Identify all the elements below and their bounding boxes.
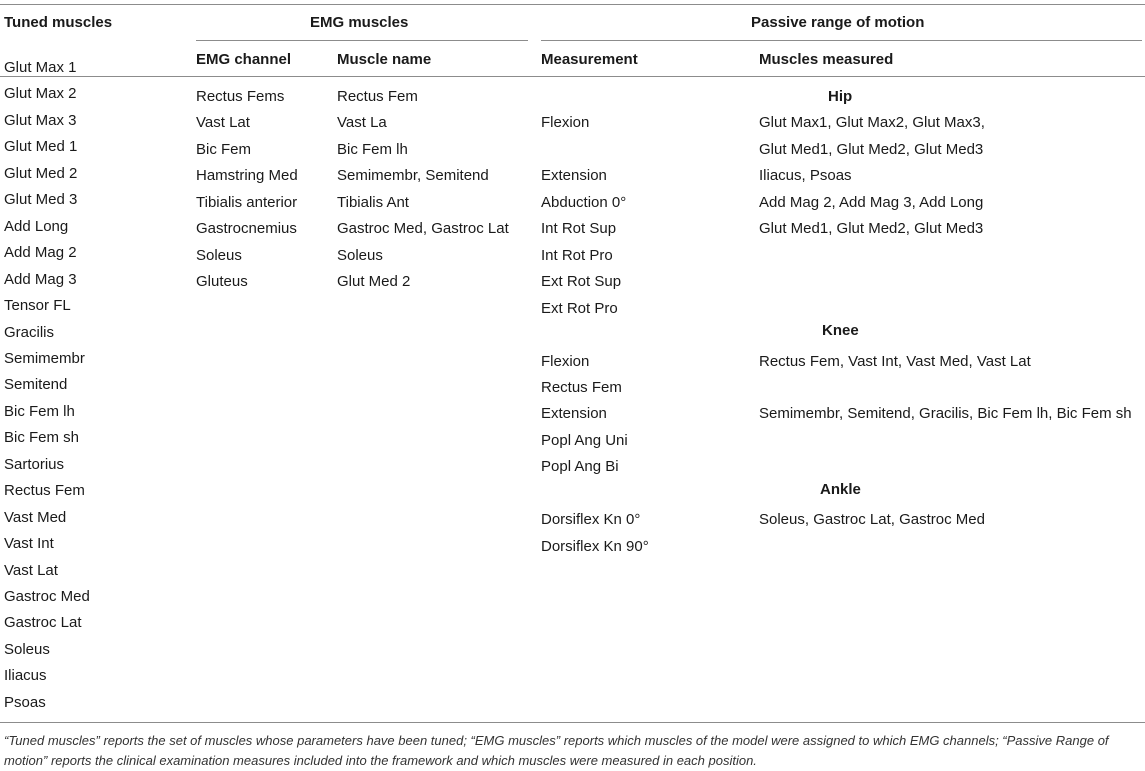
emg-muscle-name-cell: Tibialis Ant [337,193,409,211]
tuned-muscle-item: Rectus Fem [4,482,85,500]
header-passive-range-of-motion: Passive range of motion [751,14,925,31]
tuned-muscle-item: Gracilis [4,323,55,341]
prom-measurement-cell: Popl Ang Uni [541,431,628,449]
emg-channel-cell: Soleus [196,246,242,264]
prom-muscles-measured-cell: Rectus Fem, Vast Int, Vast Med, Vast Lat [759,352,1031,370]
tuned-muscle-item: Soleus [4,640,50,658]
prom-muscles-measured-cell: Soleus, Gastroc Lat, Gastroc Med [759,511,985,529]
tuned-muscle-item: Add Mag 2 [4,244,77,262]
emg-muscle-name-cell: Gastroc Med, Gastroc Lat [337,220,509,238]
subheader-rule [0,76,1145,77]
tuned-muscle-item: Gastroc Lat [4,614,82,632]
prom-muscles-measured-cell: Semimembr, Semitend, Gracilis, Bic Fem lh, Bic Fem sh [759,405,1132,423]
tuned-muscle-item: Glut Med 2 [4,164,78,182]
table-footnote: “Tuned muscles” reports the set of muscles whose parameters have been tuned; “EMG muscles” reports which muscles of the model were assigned to which EMG channels; “Passive Range of motion” reports the clinical examination measures included into the framework and which muscles were measured in each position. [4,733,1109,768]
header-muscles-measured: Muscles measured [759,51,894,68]
table-top-rule [0,4,1145,5]
tuned-muscle-item: Vast Int [4,535,54,553]
tuned-muscle-item: Glut Med 3 [4,191,78,209]
emg-muscle-name-cell: Rectus Fem [337,88,418,105]
tuned-muscle-item: Psoas [4,693,46,711]
header-muscle-name: Muscle name [337,51,432,68]
tuned-muscle-item: Glut Max 1 [4,59,77,76]
tuned-muscle-item: Bic Fem lh [4,402,75,420]
prom-muscles-measured-cell: Add Mag 2, Add Mag 3, Add Long [759,193,984,211]
section-knee: Knee [822,322,859,339]
emg-channel-cell: Bic Fem [196,140,252,158]
prom-measurement-cell: Flexion [541,114,590,132]
tuned-muscle-item: Vast Lat [4,561,58,579]
tuned-muscle-item: Vast Med [4,508,67,526]
tuned-muscle-item: Glut Med 1 [4,138,78,156]
prom-muscles-measured-cell: Glut Med1, Glut Med2, Glut Med3 [759,140,984,158]
prom-measurement-cell: Extension [541,167,607,185]
header-measurement: Measurement [541,51,638,68]
prom-measurement-cell: Flexion [541,352,590,370]
tuned-muscle-item: Sartorius [4,455,65,473]
prom-measurement-cell: Int Rot Sup [541,220,617,238]
emg-channel-cell: Hamstring Med [196,167,298,185]
table-bottom-rule [0,722,1145,723]
header-emg-muscles: EMG muscles [310,14,409,31]
tuned-muscle-item: Add Mag 3 [4,270,77,288]
section-ankle: Ankle [820,481,861,498]
prom-group-rule [541,40,1142,41]
section-hip: Hip [828,88,853,105]
prom-muscles-measured-cell: Iliacus, Psoas [759,167,852,185]
emg-group-rule [196,40,528,41]
prom-muscles-measured-cell: Glut Med1, Glut Med2, Glut Med3 [759,220,984,238]
prom-measurement-cell: Popl Ang Bi [541,458,619,476]
emg-muscle-name-cell: Soleus [337,246,383,264]
tuned-muscle-item: Semitend [4,376,68,394]
prom-muscles-measured-cell: Glut Max1, Glut Max2, Glut Max3, [759,114,985,132]
prom-measurement-cell: Rectus Fem [541,378,622,396]
prom-measurement-cell: Int Rot Pro [541,246,613,264]
emg-channel-cell: Rectus Fems [196,88,285,105]
prom-measurement-cell: Dorsiflex Kn 0° [541,511,641,529]
emg-muscle-name-cell: Semimembr, Semitend [337,167,489,185]
emg-channel-cell: Gluteus [196,273,248,291]
emg-muscle-name-cell: Vast La [337,114,387,132]
prom-measurement-cell: Extension [541,405,607,423]
tuned-muscle-item: Add Long [4,217,69,235]
emg-channel-cell: Vast Lat [196,114,250,132]
emg-muscle-name-cell: Bic Fem lh [337,140,408,158]
prom-measurement-cell: Abduction 0° [541,193,627,211]
tuned-muscle-item: Bic Fem sh [4,429,80,447]
tuned-muscle-item: Iliacus [4,667,47,685]
tuned-muscle-item: Semimembr [4,349,85,367]
prom-measurement-cell: Dorsiflex Kn 90° [541,537,649,555]
emg-channel-cell: Tibialis anterior [196,193,298,211]
tuned-muscle-item: Tensor FL [4,297,71,315]
header-tuned-muscles: Tuned muscles [4,14,113,31]
emg-channel-cell: Gastrocnemius [196,220,297,238]
tuned-muscle-item: Gastroc Med [4,588,90,605]
emg-muscle-name-cell: Glut Med 2 [337,273,411,291]
tuned-muscle-item: Glut Max 3 [4,111,77,129]
prom-measurement-cell: Ext Rot Pro [541,299,618,317]
tuned-muscle-item: Glut Max 2 [4,85,77,103]
prom-measurement-cell: Ext Rot Sup [541,273,622,291]
header-emg-channel: EMG channel [196,51,292,68]
